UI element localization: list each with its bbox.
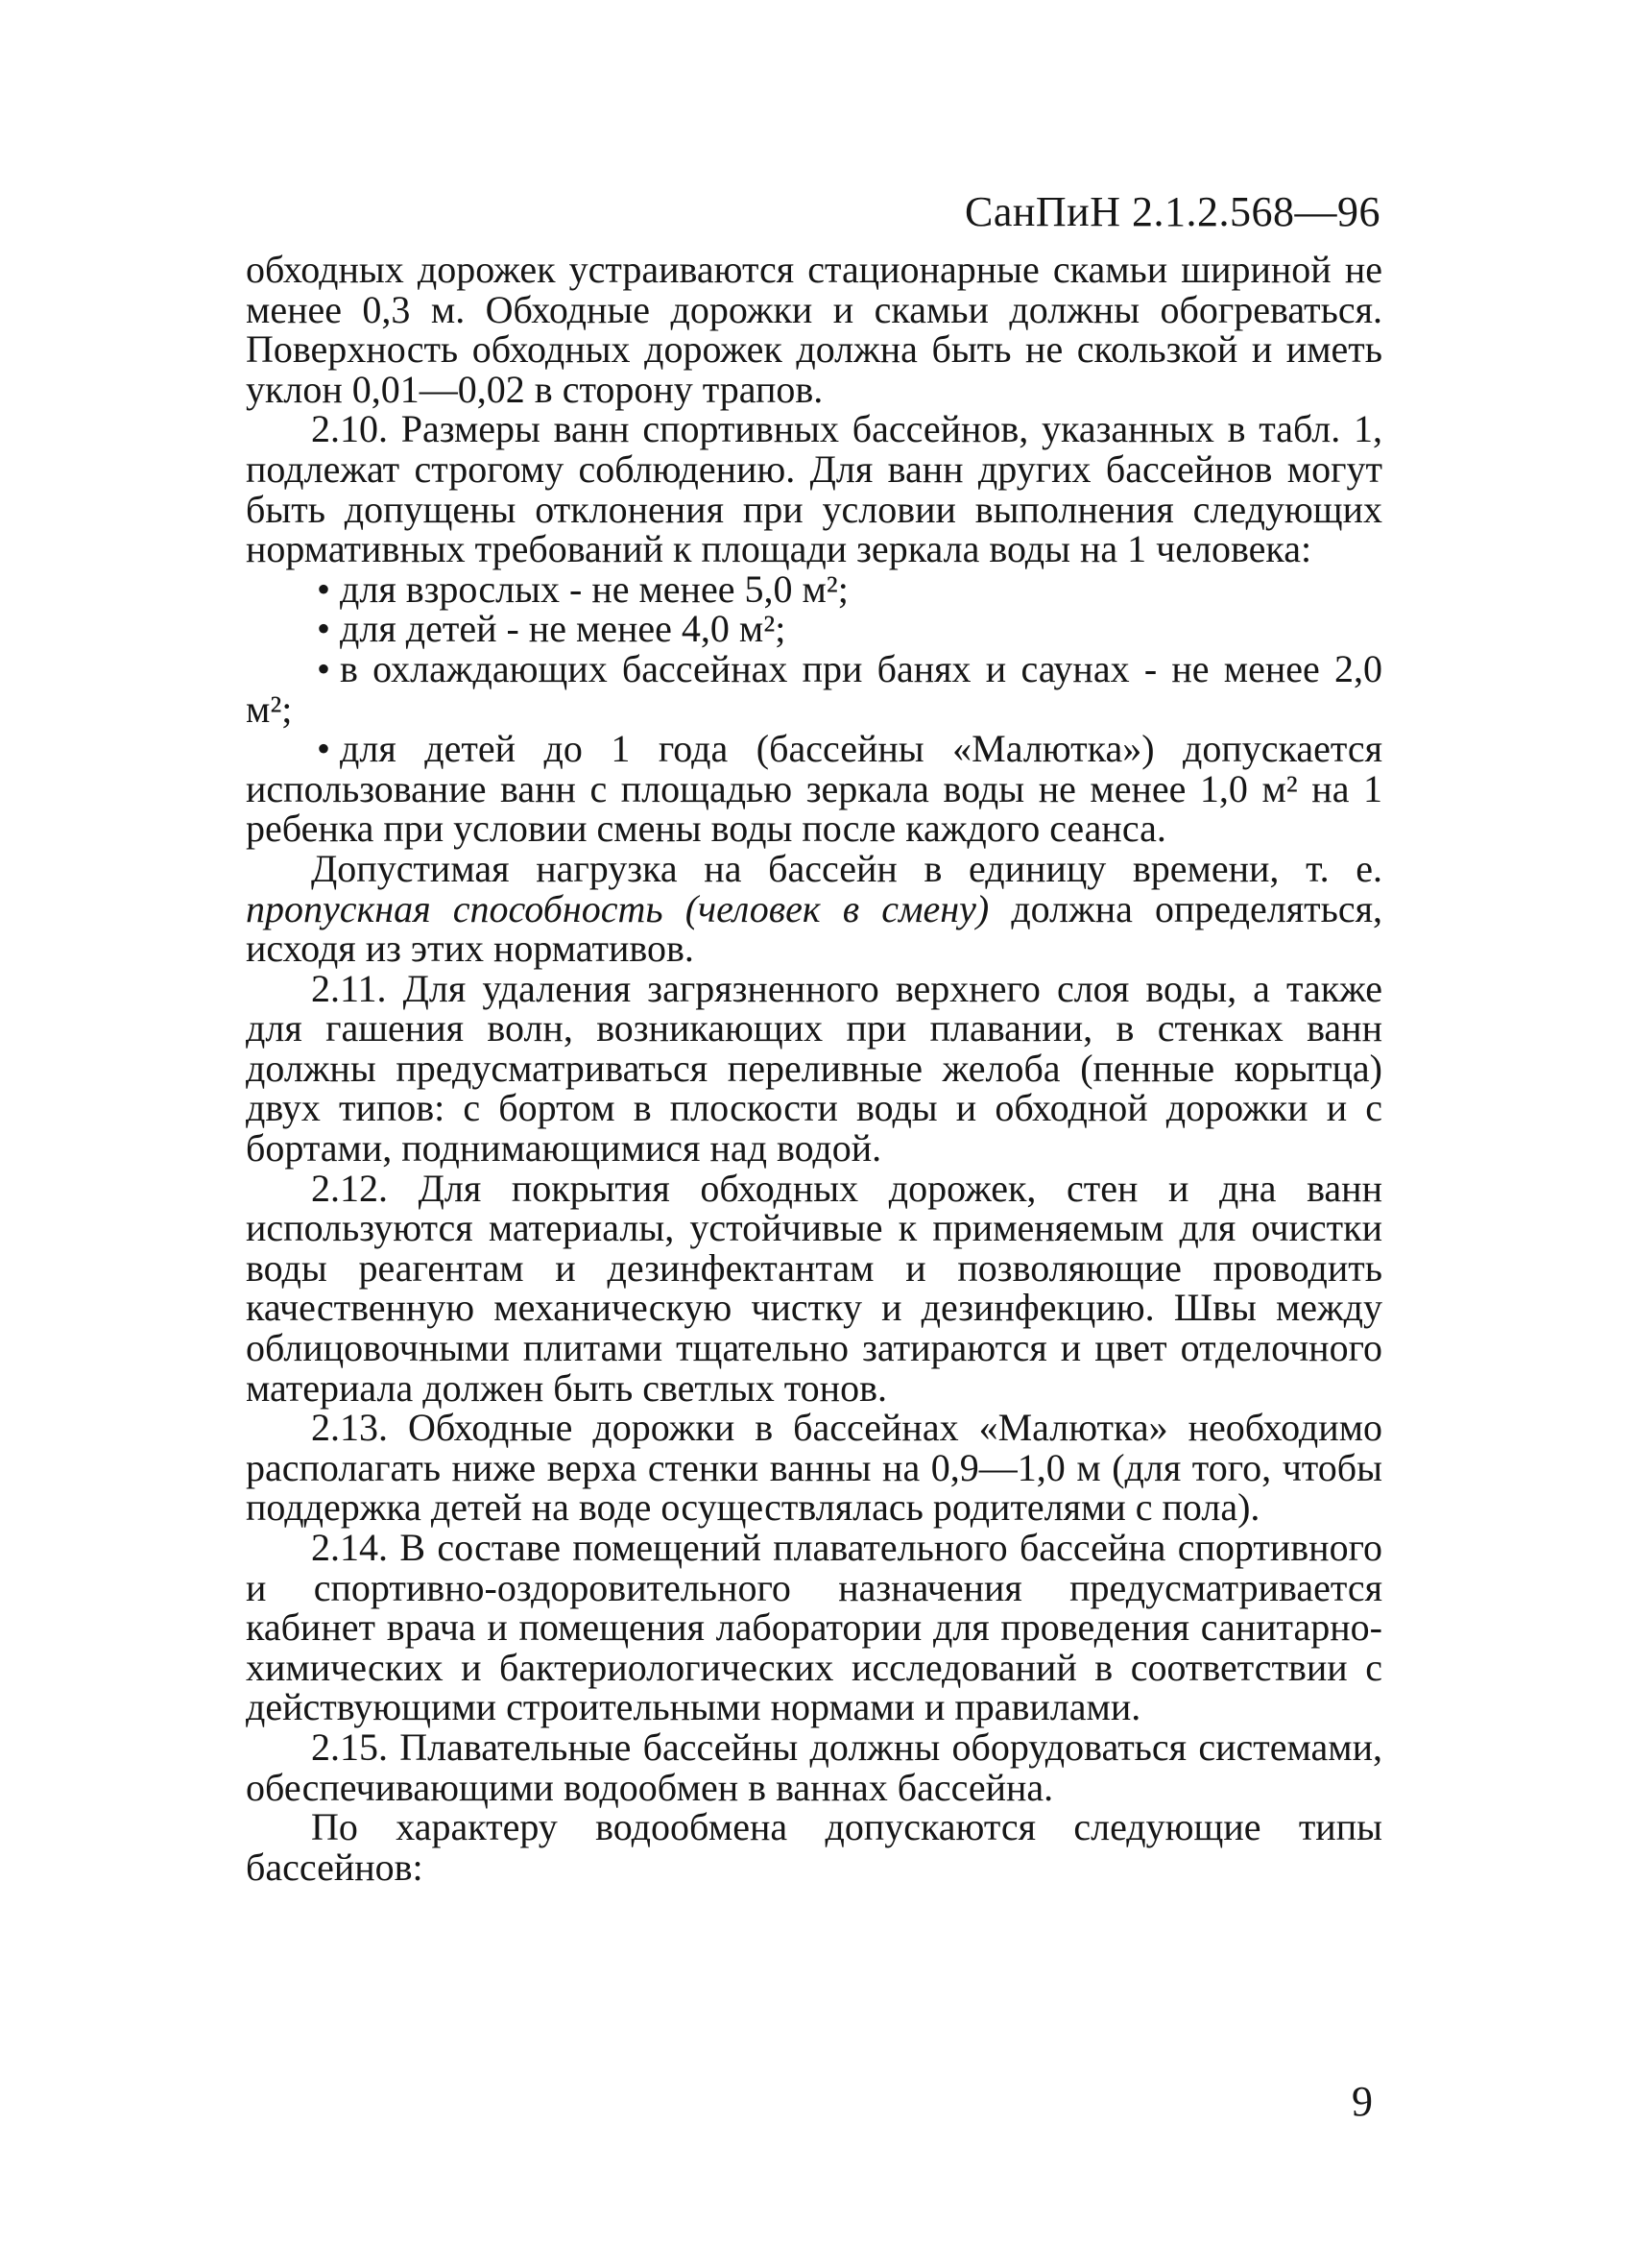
bullet-icon: • — [317, 607, 331, 651]
paragraph-capacity: Допустимая нагрузка на бассейн в единицу времени, т. е. пропускная способность (человек в смену) должна определяться, исходя из этих нормативов. — [246, 846, 1382, 971]
bullet-item-children: • для детей - не менее 4,0 м²; — [317, 607, 786, 651]
paragraph-water-exchange: По характеру водообмена допускаются следующие типы бассейнов: — [246, 1805, 1382, 1889]
page-number: 9 — [1352, 2078, 1373, 2125]
bullet-icon: • — [317, 646, 331, 690]
paragraph-2-15: 2.15. Плавательные бассейны должны оборудоваться системами, обеспечивающими водообмен в ваннах бассейна. — [246, 1725, 1382, 1809]
document-header: СанПиН 2.1.2.568—96 — [964, 188, 1380, 235]
italic-term: пропускная способность (человек в смену) — [246, 886, 990, 930]
bullet-item-cooling-pools: • в охлаждающих бассейнах при банях и саунах - не менее 2,0 м²; — [246, 646, 1382, 731]
paragraph-2-14: 2.14. В составе помещений плавательного бассейна спортивного и спортивно-оздоровительного назначения предусматривается кабинет врача и помещения лаборатории для проведения санитарно-химических и бактериологических исследований в соответствии с действующими строительными нормами и правилами. — [246, 1526, 1382, 1729]
bullet-icon: • — [317, 567, 331, 611]
bullet-icon: • — [317, 727, 331, 771]
bullet-item-adults: • для взрослых - не менее 5,0 м²; — [317, 567, 849, 611]
paragraph-2-11: 2.11. Для удаления загрязненного верхнего слоя воды, а также для гашения волн, возникающих при плавании, в стенках ванн должны предусматриваться переливные желоба (пенные корытца) двух типов: с бортом в плоскости воды и обходной дорожки и с бортами, поднимающимися над водой. — [246, 966, 1382, 1170]
paragraph-2-10: 2.10. Размеры ванн спортивных бассейнов, указанных в табл. 1, подлежат строгому соблюдению. Для ванн других бассейнов могут быть допущены отклонения при условии выполнения следующих нормативных требований к площади зеркала воды на 1 человека: — [246, 407, 1382, 571]
body-text — [246, 250, 1382, 1887]
paragraph-2-12: 2.12. Для покрытия обходных дорожек, стен и дна ванн используются материалы, устойчивые к применяемым для очистки воды реагентам и дезинфектантам и позволяющие проводить качественную механическую чистку и дезинфекцию. Швы между облицовочными плитами тщательно затираются и цвет отделочного материала должен быть светлых тонов. — [246, 1166, 1382, 1410]
paragraph-2-13: 2.13. Обходные дорожки в бассейнах «Малютка» необходимо располагать ниже верха стенки ванны на 0,9—1,0 м (для того, чтобы поддержка детей на воде осуществлялась родителями с пола). — [246, 1406, 1382, 1530]
bullet-item-infants: • для детей до 1 года (бассейны «Малютка») допускается использование ванн с площадью зеркала воды не менее 1,0 м² на 1 ребенка при условии смены воды после каждого сеанса. — [246, 727, 1382, 851]
paragraph-continuation: обходных дорожек устраиваются стационарные скамьи шириной не менее 0,3 м. Обходные дорожки и скамьи должны обогреваться. Поверхность обходных дорожек должна быть не скользкой и иметь уклон 0,01—0,02 в сторону трапов. — [246, 248, 1382, 411]
